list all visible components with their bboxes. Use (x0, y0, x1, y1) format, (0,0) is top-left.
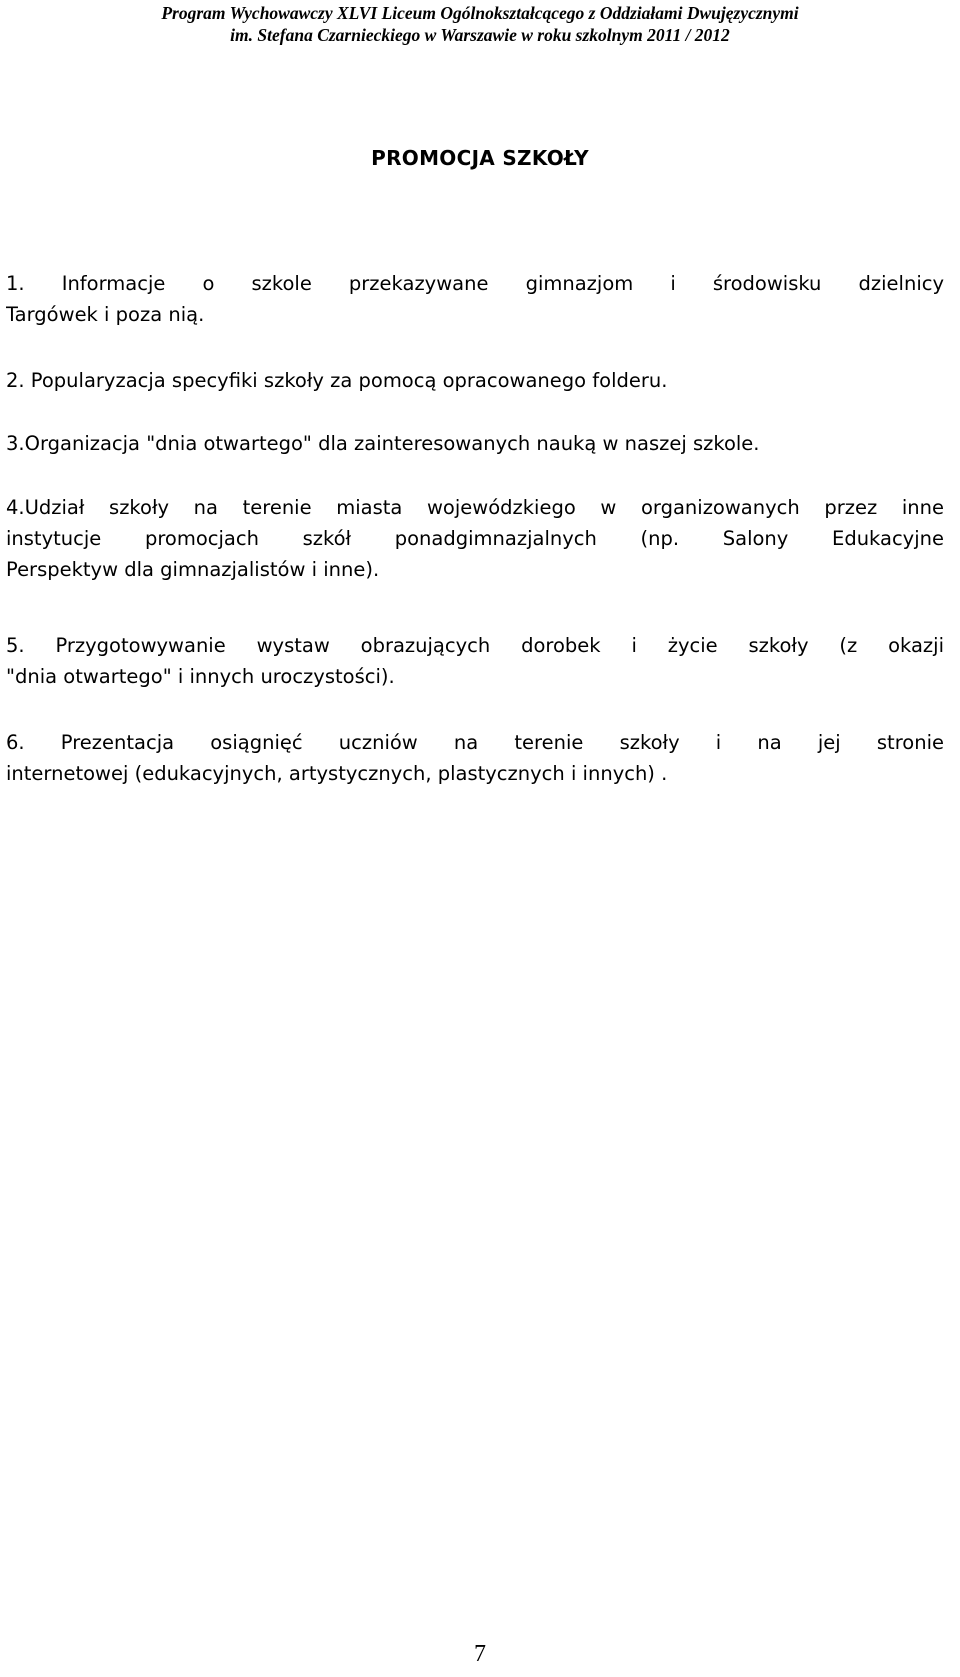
list-item-4 (6, 492, 944, 585)
list-item-line: instytucje promocjach szkół ponadgimnazjalnych (np. Salony Edukacyjne (6, 527, 944, 550)
list-item-line: 2. Popularyzacja specyfiki szkoły za pomocą opracowanego folderu. (6, 369, 668, 392)
list-item-2 (6, 365, 944, 396)
list-item-line: 1. Informacje o szkole przekazywane gimnazjom i środowisku dzielnicy (6, 272, 944, 295)
section-title: PROMOCJA SZKOŁY (371, 146, 589, 170)
list-item-5 (6, 630, 944, 692)
running-header (0, 2, 960, 46)
list-item-line: 3.Organizacja "dnia otwartego" dla zainteresowanych nauką w naszej szkole. (6, 432, 760, 455)
list-item-6 (6, 727, 944, 789)
list-item-line: Perspektyw dla gimnazjalistów i inne). (6, 558, 380, 581)
header-line-2: im. Stefana Czarnieckiego w Warszawie w roku szkolnym 2011 / 2012 (230, 25, 730, 45)
header-line-1: Program Wychowawczy XLVI Liceum Ogólnokształcącego z Oddziałami Dwujęzycznymi (161, 3, 799, 23)
list-item-line: "dnia otwartego" i innych uroczystości). (6, 665, 395, 688)
list-item-1 (6, 268, 944, 330)
list-item-3 (6, 428, 944, 459)
list-item-line: 5. Przygotowywanie wystaw obrazujących dorobek i życie szkoły (z okazji (6, 634, 944, 657)
list-item-line: internetowej (edukacyjnych, artystycznych, plastycznych i innych) . (6, 762, 668, 785)
list-item-line: 6. Prezentacja osiągnięć uczniów na terenie szkoły i na jej stronie (6, 731, 944, 754)
list-item-line: 4.Udział szkoły na terenie miasta wojewódzkiego w organizowanych przez inne (6, 496, 944, 519)
list-item-line: Targówek i poza nią. (6, 303, 205, 326)
page-number: 7 (474, 1641, 486, 1667)
